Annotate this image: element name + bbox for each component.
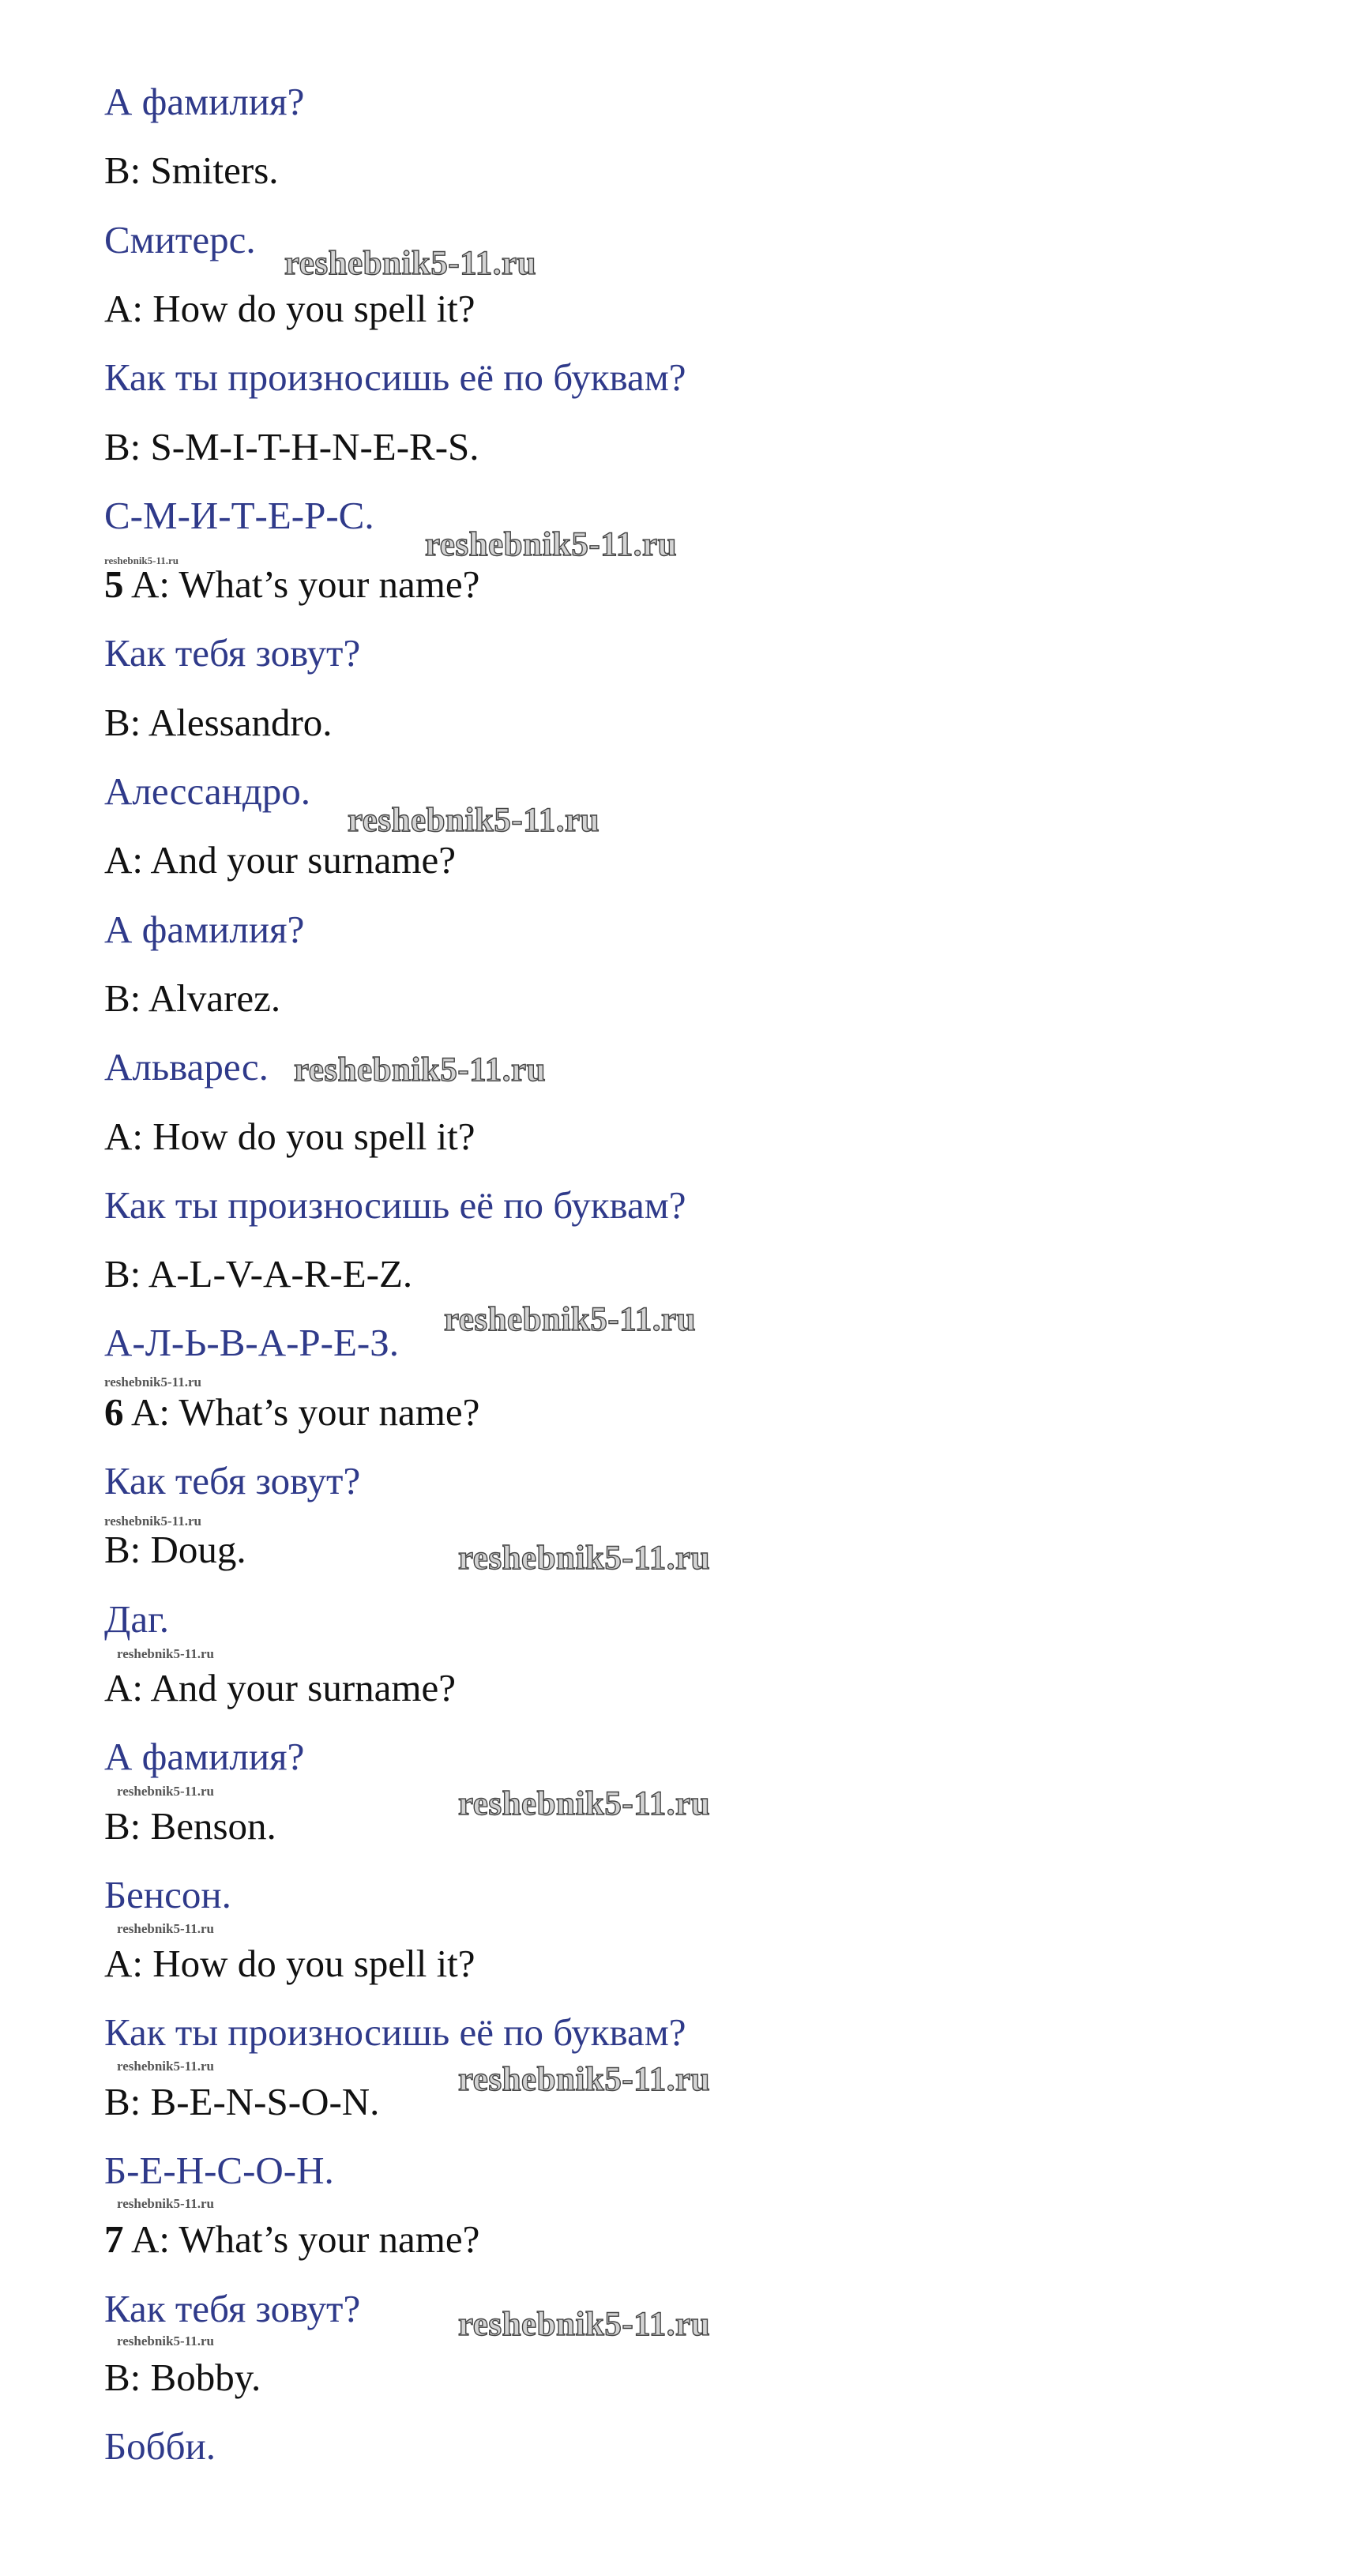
watermark-small: reshebnik5-11.ru xyxy=(104,1374,201,1390)
line-text: Как тебя зовут? xyxy=(104,631,361,675)
line-text: Альварес. xyxy=(104,1045,269,1089)
watermark: reshebnik5-11.ru xyxy=(458,2306,711,2343)
dialogue-line xyxy=(104,289,476,328)
line-text: A: What’s your name? xyxy=(131,2217,480,2261)
dialogue-line xyxy=(104,427,479,466)
watermark: reshebnik5-11.ru xyxy=(348,802,600,839)
translation-line xyxy=(104,769,311,813)
line-text: Как ты произносишь её по буквам? xyxy=(104,1183,686,1227)
watermark-small: reshebnik5-11.ru xyxy=(104,1514,201,1529)
dialogue-line xyxy=(104,703,333,742)
watermark-small: reshebnik5-11.ru xyxy=(117,1784,214,1799)
line-text: Смитерс. xyxy=(104,218,256,261)
translation-line xyxy=(104,631,361,675)
line-text: А фамилия? xyxy=(104,908,305,951)
translation-line xyxy=(104,2424,216,2468)
line-text: А-Л-Ь-В-А-Р-Е-З. xyxy=(104,1321,400,1364)
line-text: Бобби. xyxy=(104,2424,216,2468)
watermark-small: reshebnik5-11.ru xyxy=(104,555,179,566)
translation-line xyxy=(104,220,256,259)
line-text: A: How do you spell it? xyxy=(104,1942,476,1985)
line-text: B: Alvarez. xyxy=(104,976,281,1020)
line-text: B: S-M-I-T-H-N-E-R-S. xyxy=(104,425,479,468)
line-text: А фамилия? xyxy=(104,1735,305,1778)
line-text: B: A-L-V-A-R-E-Z. xyxy=(104,1252,413,1296)
line-text: A: What’s your name? xyxy=(131,562,480,606)
watermark: reshebnik5-11.ru xyxy=(284,245,537,282)
line-text: A: And your surname? xyxy=(104,838,456,882)
line-text: B: Alessandro. xyxy=(104,701,333,744)
line-text: С-М-И-Т-Е-Р-С. xyxy=(104,494,374,537)
translation-line xyxy=(104,2010,686,2054)
dialogue-line xyxy=(104,151,279,190)
translation-line xyxy=(104,496,374,535)
watermark: reshebnik5-11.ru xyxy=(425,526,678,563)
watermark-small: reshebnik5-11.ru xyxy=(117,2333,214,2348)
watermark-small: reshebnik5-11.ru xyxy=(117,2196,214,2211)
line-text: Даг. xyxy=(104,1597,169,1641)
dialogue-line xyxy=(104,2358,261,2397)
exercise-number: 5 xyxy=(104,562,124,606)
line-text: Алессандро. xyxy=(104,769,311,813)
watermark: reshebnik5-11.ru xyxy=(458,1785,711,1822)
watermark-small: reshebnik5-11.ru xyxy=(117,1921,214,1936)
line-text: B: Smiters. xyxy=(104,149,279,192)
translation-line xyxy=(104,1597,169,1641)
dialogue-line xyxy=(104,2217,480,2261)
translation-line xyxy=(104,1323,399,1362)
exercise-number: 7 xyxy=(104,2217,124,2261)
dialogue-line xyxy=(104,1390,480,1434)
watermark-small: reshebnik5-11.ru xyxy=(117,1646,214,1661)
line-text: B: B-E-N-S-O-N. xyxy=(104,2080,380,2123)
translation-line xyxy=(104,1875,231,1914)
translation-line xyxy=(104,2289,360,2328)
line-text: A: What’s your name? xyxy=(131,1390,480,1434)
watermark: reshebnik5-11.ru xyxy=(458,2061,711,2098)
line-text: А фамилия? xyxy=(104,80,305,123)
line-text: Как тебя зовут? xyxy=(104,1459,361,1502)
dialogue-line xyxy=(104,2082,379,2121)
dialogue-line xyxy=(104,562,480,606)
watermark: reshebnik5-11.ru xyxy=(444,1301,697,1338)
translation-line xyxy=(104,910,304,949)
translation-line xyxy=(104,2151,334,2190)
dialogue-line xyxy=(104,1944,476,1983)
translation-line xyxy=(104,1045,269,1089)
translation-line xyxy=(104,1737,304,1776)
dialogue-line xyxy=(104,1117,476,1156)
dialogue-line xyxy=(104,1530,246,1569)
translation-line xyxy=(104,1183,686,1227)
line-text: A: How do you spell it? xyxy=(104,1115,476,1158)
exercise-number: 6 xyxy=(104,1390,124,1434)
watermark-small: reshebnik5-11.ru xyxy=(117,2059,214,2074)
watermark: reshebnik5-11.ru xyxy=(294,1051,547,1089)
line-text: Как ты произносишь её по буквам? xyxy=(104,2010,686,2054)
line-text: B: Doug. xyxy=(104,1528,246,1571)
line-text: B: Benson. xyxy=(104,1804,276,1848)
dialogue-line xyxy=(104,838,456,882)
line-text: Как тебя зовут? xyxy=(104,2287,361,2330)
line-text: B: Bobby. xyxy=(104,2356,261,2399)
watermark: reshebnik5-11.ru xyxy=(458,1540,711,1577)
translation-line xyxy=(104,355,686,399)
dialogue-line xyxy=(104,1252,413,1296)
line-text: Как ты произносишь её по буквам? xyxy=(104,355,686,399)
line-text: A: How do you spell it? xyxy=(104,287,476,330)
dialogue-line xyxy=(104,1804,276,1848)
line-text: Бенсон. xyxy=(104,1873,231,1916)
dialogue-line xyxy=(104,1668,456,1707)
translation-line xyxy=(104,82,304,121)
dialogue-line xyxy=(104,976,281,1020)
line-text: Б-Е-Н-С-О-Н. xyxy=(104,2149,334,2192)
translation-line xyxy=(104,1461,360,1500)
line-text: A: And your surname? xyxy=(104,1666,456,1709)
